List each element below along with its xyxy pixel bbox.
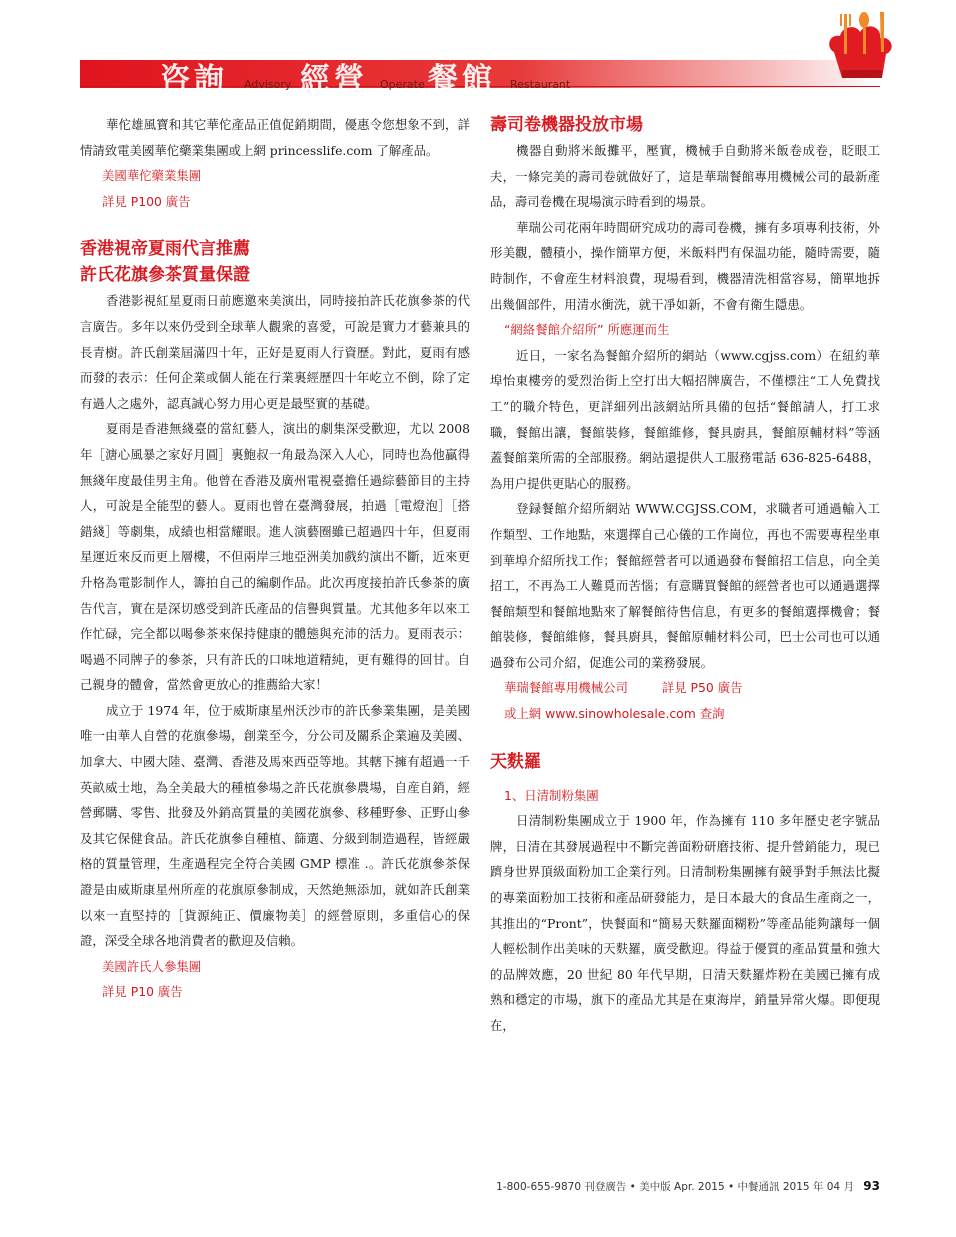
tempura-subtitle: 1、日清制粉集團 [504, 787, 599, 803]
network-ad-ref: 詳見 P50 廣告 [661, 680, 743, 696]
intro-company: 美國華佗藥業集團 [102, 168, 202, 184]
intro-paragraph: 華佗雄風寶和其它華佗產品正值促銷期間，優惠令您想象不到，詳情請致電美國華佗藥業集團或上網 princesslife.com 了解產品。 [80, 117, 470, 158]
left-column [80, 112, 470, 1005]
chef-hat-utensils-icon [822, 8, 902, 88]
banner-restaurant-en: Restaurant [510, 78, 571, 91]
footer-text: 1-800-655-9870 刊登廣告 • 美中版 Apr. 2015 • 中餐通訊 2015 年 04 月 [496, 1181, 854, 1193]
page-number: 93 [863, 1179, 880, 1193]
tempura-paragraph: 日清制粉集團成立于 1900 年，作為擁有 110 多年歷史老字號品牌，日清在其發展過程中不斷完善面粉研磨技術、提升營銷能力，現已躋身世界頂級面粉加工企業行列。日清制粉集團擁有競爭對手無法比擬的專業面粉加工技術和產品研發能力，是日本最大的食品生產商之一，其推出的“Pront”，快餐面和“簡易天麩羅面糊粉”等產品能夠讓每一個人輕松制作出美味的天麩羅，廣受歡迎。得益于優質的產品質量和強大的品牌效應，20 世紀 80 年代早期，日清天麩羅炸粉在美國已擁有成熟和穩定的市場，旗下的產品尤其是在東海岸，銷量异常火爆。即便現在， [490, 813, 880, 1033]
right-column [490, 112, 880, 1039]
sushi-paragraph: 華瑞公司花兩年時間研究成功的壽司卷機，擁有多項專利技術，外形美觀，體積小，操作簡單方便，米飯料門有保温功能，隨時需要，隨時制作，不會産生材料浪費，現場看到，機器清洗相當容易，簡單地拆出幾個部件，用清水衝洗，就干凈如新，不會有衛生隱患。 [490, 219, 880, 312]
article-title-line2: 許氏花旗參茶質量保證 [80, 265, 250, 286]
banner-advisory-en: Advisory [244, 78, 292, 91]
network-website: 或上網 www.sinowholesale.com 查詢 [504, 706, 725, 722]
network-contact [490, 675, 880, 701]
tempura-title: 天麩羅 [490, 751, 541, 772]
article-paragraph: 成立于 1974 年，位于威斯康星州沃沙市的許氏參業集團，是美國唯一由華人自營的花旗參場，創業至今，分公司及關系企業遍及美國、加拿大、中國大陸、臺灣、香港及馬來西亞等地。其轄下擁有超過一千英畝威士地，為全美最大的種植參場之許氏花旗參農場，自産自銷，經營郵購、零售、批發及外銷高質量的美國花旗參、移種野參、正野山參及其它保健食品。許氏花旗參自種植、篩選、分級到制造過程，皆經嚴格的質量管理，生產過程完全符合美國 GMP 標准 .。許氏花旗參茶保證是由威斯康星州所産的花旗原參制成，天然絶無添加，就如許氏創業以來一直堅持的［貨源純正、價廉物美］的經營原則，多重信心的保證，深受全球各地消費者的歡迎及信賴。 [80, 702, 470, 949]
network-subtitle: “網絡餐館介紹所” 所應運而生 [504, 322, 670, 338]
sushi-title: 壽司卷機器投放市場 [490, 115, 643, 135]
article-paragraph: 夏雨是香港無綫臺的當紅藝人，演出的劇集深受歡迎，尤以 2008 年［溏心風暴之家好月圓］裏鮑叔一角最為深入人心，同時也為他贏得無綫年度最佳男主角。他曾在香港及廣州電視臺擔任過綜藝節目的主持人，可說是全能型的藝人。夏雨也曾在臺灣發展，拍過［電燈泡］［搭錯綫］等劇集，成績也相當耀眼。進人演藝圈雖已超過四十年，但夏雨星運近來反而更上層樓，不但兩岸三地亞洲美加戲約演出不斷，近來更升格為電影制作人，籌拍自己的編劇作品。此次再度接拍許氏參茶的廣告代言，實在是深切感受到許氏產品的信譽與質量。尤其他多年以來工作忙碌，完全都以喝參茶來保持健康的體態與充沛的活力。夏雨表示：喝過不同牌子的參茶，只有許氏的口味地道精純，更有難得的回甘。自己親身的體會，當然會更放心的推薦給大家！ [80, 421, 470, 693]
article-company: 美國許氏人參集團 [102, 958, 202, 974]
page-footer [468, 1179, 880, 1194]
network-paragraph: 登録餐館介紹所網站 WWW.CGJSS.COM，求職者可通過輸入工作類型、工作地點，來選擇自己心儀的工作崗位，再也不需要專程坐車到華埠介紹所找工作；餐館經營者可以通過發布餐館招工信息，向全美招工，不再為工人難覓而苦惱；有意購買餐館的經營者也可以通過選擇餐館類型和餐館地點來了解餐館待售信息，有更多的餐館選擇機會；餐館裝修，餐館維修，餐具廚具，餐館原輔材料公司，巴士公司也可以通過發布公司介紹，促進公司的業務發展。 [490, 501, 880, 670]
sushi-paragraph: 機器自動將米飯攤平，壓實，機械手自動將米飯卷成卷，眨眼工夫，一條完美的壽司卷就做好了，這是華瑞餐館專用機械公司的最新產品，壽司卷機在現場演示時看到的場景。 [490, 143, 880, 210]
banner-operate-zh: 經營 [300, 62, 368, 97]
intro-ad-ref: 詳見 P100 廣告 [102, 193, 191, 209]
article-ad-ref: 詳見 P10 廣告 [102, 984, 183, 1000]
network-company: 華瑞餐館專用機械公司 [504, 680, 628, 696]
banner-restaurant-zh: 餐館 [428, 62, 496, 97]
article-title-line1: 香港視帝夏雨代言推薦 [80, 239, 250, 260]
banner-operate-en: Operate [380, 78, 425, 91]
banner-advisory-zh: 咨詢 [160, 62, 228, 97]
article-paragraph: 香港影視紅星夏雨日前應邀來美演出，同時接拍許氏花旗參茶的代言廣告。多年以來仍受到全球華人觀衆的喜愛，可說是實力才藝兼具的長青樹。許氏創業屆滿四十年，正好是夏雨人行資歷。對此，夏雨有感而發的表示：任何企業或個人能在行業裏經歷四十年屹立不倒，除了定有過人之處外，認真誠心努力用心更是最堅實的基礎。 [80, 293, 470, 411]
network-paragraph: 近日，一家名為餐館介紹所的網站（www.cgjss.com）在紐約華埠怡東樓旁的愛烈治街上空打出大幅招牌廣告，不僅標注“工人免費找工”的職介特色，更詳細列出該網站所具備的包括“餐館請人，打工求職，餐館出讓，餐館裝修，餐館維修，餐具廚具，餐館原輔材料”等涵蓋餐館業所需的全部服務。網站還提供人工服務電話 636-825-6488，為用户提供更貼心的服務。 [490, 347, 880, 491]
